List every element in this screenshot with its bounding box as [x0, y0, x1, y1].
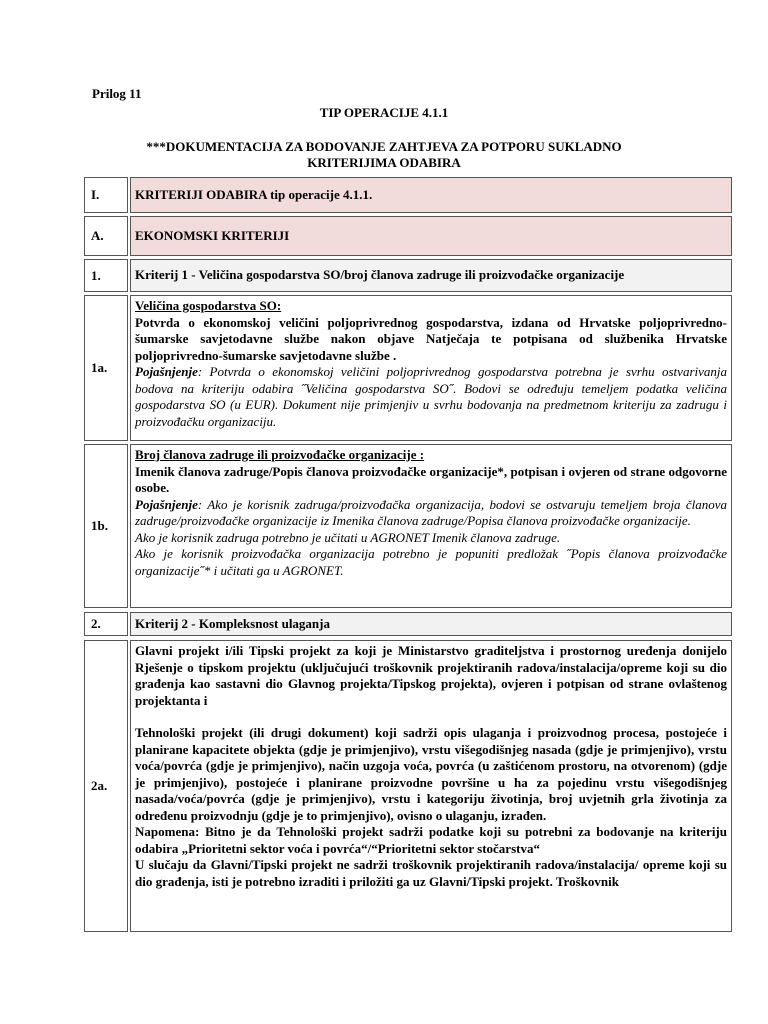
table-row-2a: [84, 640, 732, 932]
table-row-criterion-2: [84, 612, 732, 636]
note-text: : Ako je korisnik zadruga/proizvođačka organizacija, bodovi se ostvaruju temeljem broja članova zadruge/proizvođačke organizacije iz Imenika članova zadruge/Popisa članova proizvođačke organizacije.: [135, 496, 727, 528]
table-row-selection-criteria: [84, 177, 732, 213]
row-heading: Veličina gospodarstva SO:: [135, 298, 282, 313]
row-note: [135, 364, 727, 430]
row-note-2: Ako je korisnik zadruga potrebno je učitati u AGRONET Imenik članova zadruge.: [135, 529, 561, 545]
row-note: [135, 497, 727, 530]
row-text: KRITERIJI ODABIRA tip operacije 4.1.1.: [130, 177, 732, 213]
table-row-1b: [84, 444, 732, 608]
table-row-economic-criteria: [84, 216, 732, 256]
table-row-1a: [84, 295, 732, 441]
note-label: Pojašnjenje: [135, 496, 198, 512]
row-number: A.: [84, 216, 128, 256]
paragraph-note: Napomena: Bitno je da Tehnološki projekt sadrži podatke koji su potrebni za bodovanje na kriteriju odabira „Prioritetni sektor voća i povrća“/“Prioritetni sektor stočarstva“: [135, 824, 727, 856]
document-title: [80, 139, 688, 171]
row-number: 2a.: [84, 640, 128, 932]
row-content: [130, 295, 732, 441]
row-number: 2.: [84, 612, 128, 636]
paragraph-technology-project: Tehnološki projekt (ili drugi dokument) koji sadrži opis ulaganja i proizvodnog procesa, postojeće i planirane kapacitete objekta (gdje je primjenjivo), vrstu višegodišnjeg nasada (gdje je primjenjivo), vrstu voća/povrća (gdje je primjenjivo), način uzgoja voća, povrća (u zaštićenom prostoru, na otvorenom) (gdje je primjenjivo), postojeće i planirane proizvodne površine u ha za pojedinu vrstu višegodišnjeg nasada/voća/povrća (gdje je primjenjivo), vrstu i kategoriju životinja, broj uvjetnih grla životinja za određenu proizvodnju (gdje je to primjenjivo), ovisno o ulaganju, izrađen.: [135, 725, 727, 823]
document-title-line-2: KRITERIJIMA ODABIRA: [307, 155, 461, 170]
row-content: [130, 640, 732, 932]
row-body: Imenik članova zadruge/Popis članova proizvođačke organizacije*, potpisan i ovjeren od strane odgovorne osobe.: [135, 463, 727, 495]
note-text: : Potvrda o ekonomskoj veličini poljoprivrednog gospodarstva potrebna je svrhu ostvarivanja bodova na kriteriju odabira ˝Veličina gospodarstva SO˝. Bodovi se određuju temeljem podatka veličina gospodarstva SO (u EUR). Dokument nije primjenjiv u svrhu bodovanja na predmetnom kriteriju za zadrugu i proizvođačku organizaciju.: [135, 364, 727, 429]
row-number: 1b.: [84, 444, 128, 608]
row-body: Potvrda o ekonomskoj veličini poljoprivrednog gospodarstva, izdana od Hrvatske poljoprivredno-šumarske savjetodavne službe nakon objave Natječaja te potpisana od službenika Hrvatske poljoprivredno-šumarske savjetodavne službe .: [135, 314, 727, 363]
row-text: Kriterij 1 - Veličina gospodarstva SO/broj članova zadruge ili proizvođačke organizacije: [130, 259, 732, 292]
row-text: EKONOMSKI KRITERIJI: [130, 216, 732, 256]
table-row-criterion-1: [84, 259, 732, 292]
document-title-line-1: ***DOKUMENTACIJA ZA BODOVANJE ZAHTJEVA ZA POTPORU SUKLADNO: [146, 139, 622, 154]
note-label: Pojašnjenje: [135, 364, 198, 379]
paragraph-main-project: Glavni projekt i/ili Tipski projekt za koji je Ministarstvo graditeljstva i prostornog uređenja donijelo Rješenje o tipskom projektu (uključujući troškovnik projektiranih radova/instalacija/opreme koji su dio građenja kao sastavni dio Glavnog projekta/Tipskog projekta), ovjeren i potpisan od strane ovlaštenog projektanta i: [135, 643, 727, 708]
row-content: [130, 444, 732, 608]
attachment-label: Prilog 11: [92, 86, 142, 101]
row-number: 1.: [84, 259, 128, 292]
row-number: 1a.: [84, 295, 128, 441]
row-heading: Broj članova zadruge ili proizvođačke organizacije :: [135, 447, 425, 462]
row-text: Kriterij 2 - Kompleksnost ulaganja: [130, 612, 732, 636]
operation-type-heading: TIP OPERACIJE 4.1.1: [319, 105, 449, 120]
row-note-3: Ako je korisnik proizvođačka organizacija potrebno je popuniti predložak ˝Popis članova proizvođačke organizacije˝* i učitati ga u AGRONET.: [135, 546, 727, 578]
row-number: I.: [84, 177, 128, 213]
paragraph-cost-estimate: U slučaju da Glavni/Tipski projekt ne sadrži troškovnik projektiranih radova/instalacija/ opreme koji su dio građenja, isti je potrebno izraditi i priložiti ga uz Glavni/Tipski projekt. Troškovnik: [135, 857, 727, 889]
